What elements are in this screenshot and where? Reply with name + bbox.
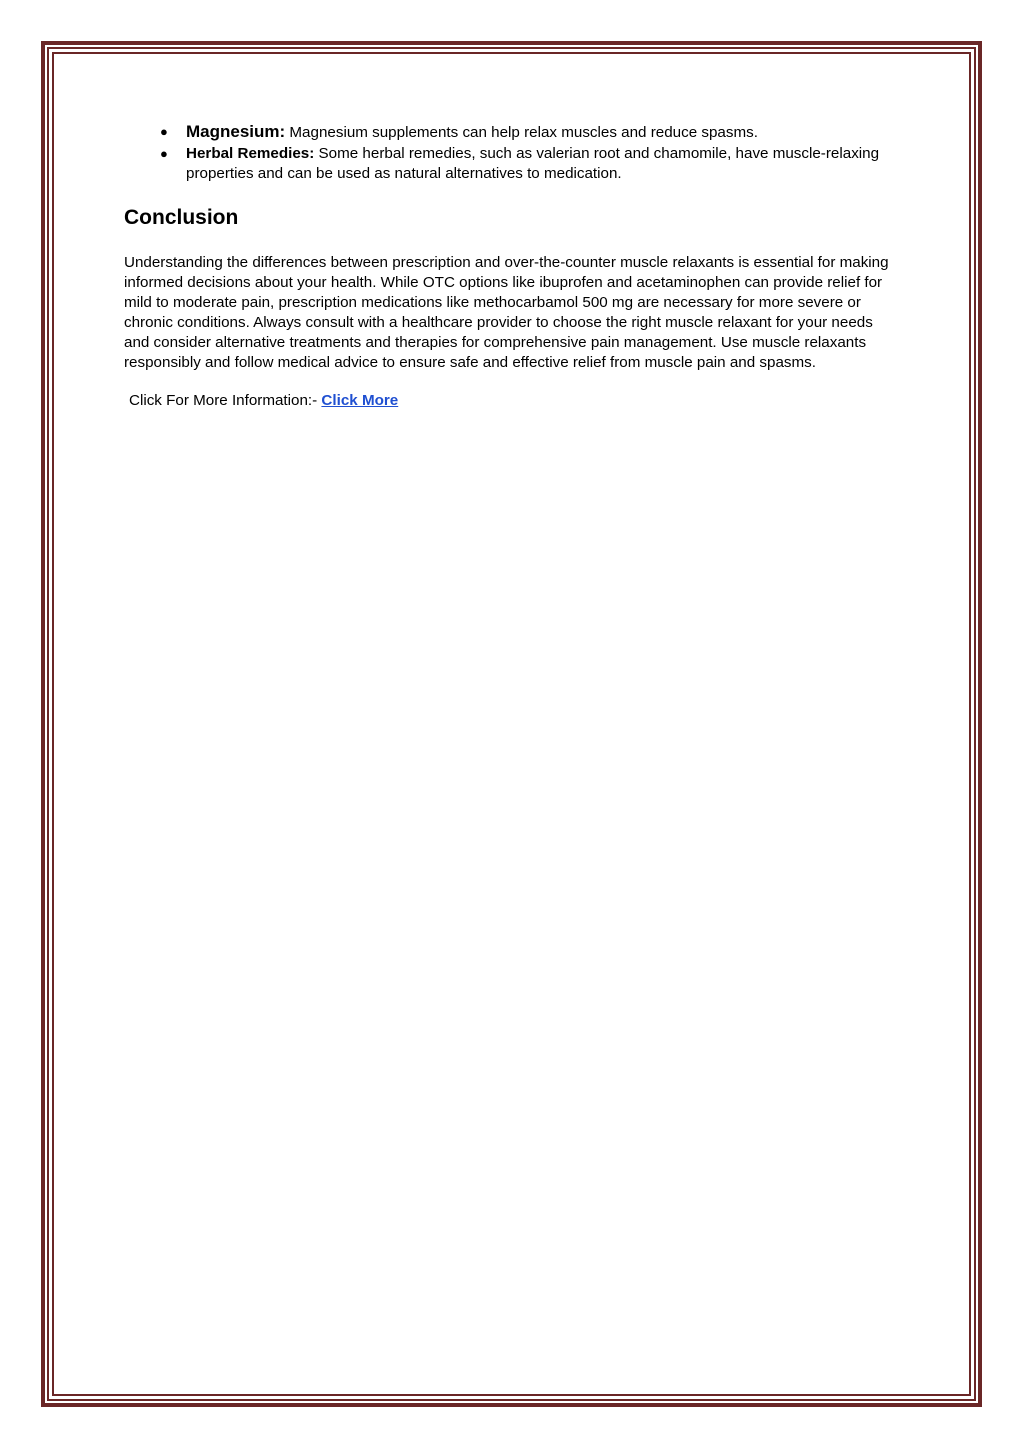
bullet-text: Some herbal remedies, such as valerian root and chamomile, have muscle-relaxing properties and can be used as natural alternatives to medication.: [186, 144, 880, 182]
conclusion-paragraph: Understanding the differences between prescription and over-the-counter muscle relaxants is essential for making informed decisions about your health. While OTC options like ibuprofen and acetaminophen can provide relief for mild to moderate pain, prescription medications like methocarbamol 500 mg are necessary for more severe or chronic conditions. Always consult with a healthcare provider to choose the right muscle relaxant for your needs and consider alternative treatments and therapies for comprehensive pain management. Use muscle relaxants responsibly and follow medical advice to ensure safe and effective relief from muscle pain and spasms.: [124, 253, 889, 371]
section-heading-conclusion: Conclusion: [124, 205, 239, 229]
list-item-herbal-remedies: [124, 144, 894, 185]
list-item-magnesium: [124, 122, 894, 144]
more-info-prefix: Click For More Information:-: [129, 391, 322, 409]
remedy-list: [124, 122, 894, 185]
more-info-line: [129, 391, 894, 411]
bullet-icon: ●: [160, 145, 168, 161]
bullet-label: Magnesium:: [186, 122, 286, 141]
click-more-link[interactable]: Click More: [321, 391, 399, 409]
document-body: [124, 122, 894, 411]
bullet-label: Herbal Remedies:: [186, 144, 315, 162]
bullet-icon: ●: [160, 124, 168, 139]
bullet-text: Magnesium supplements can help relax muscles and reduce spasms.: [285, 124, 758, 141]
